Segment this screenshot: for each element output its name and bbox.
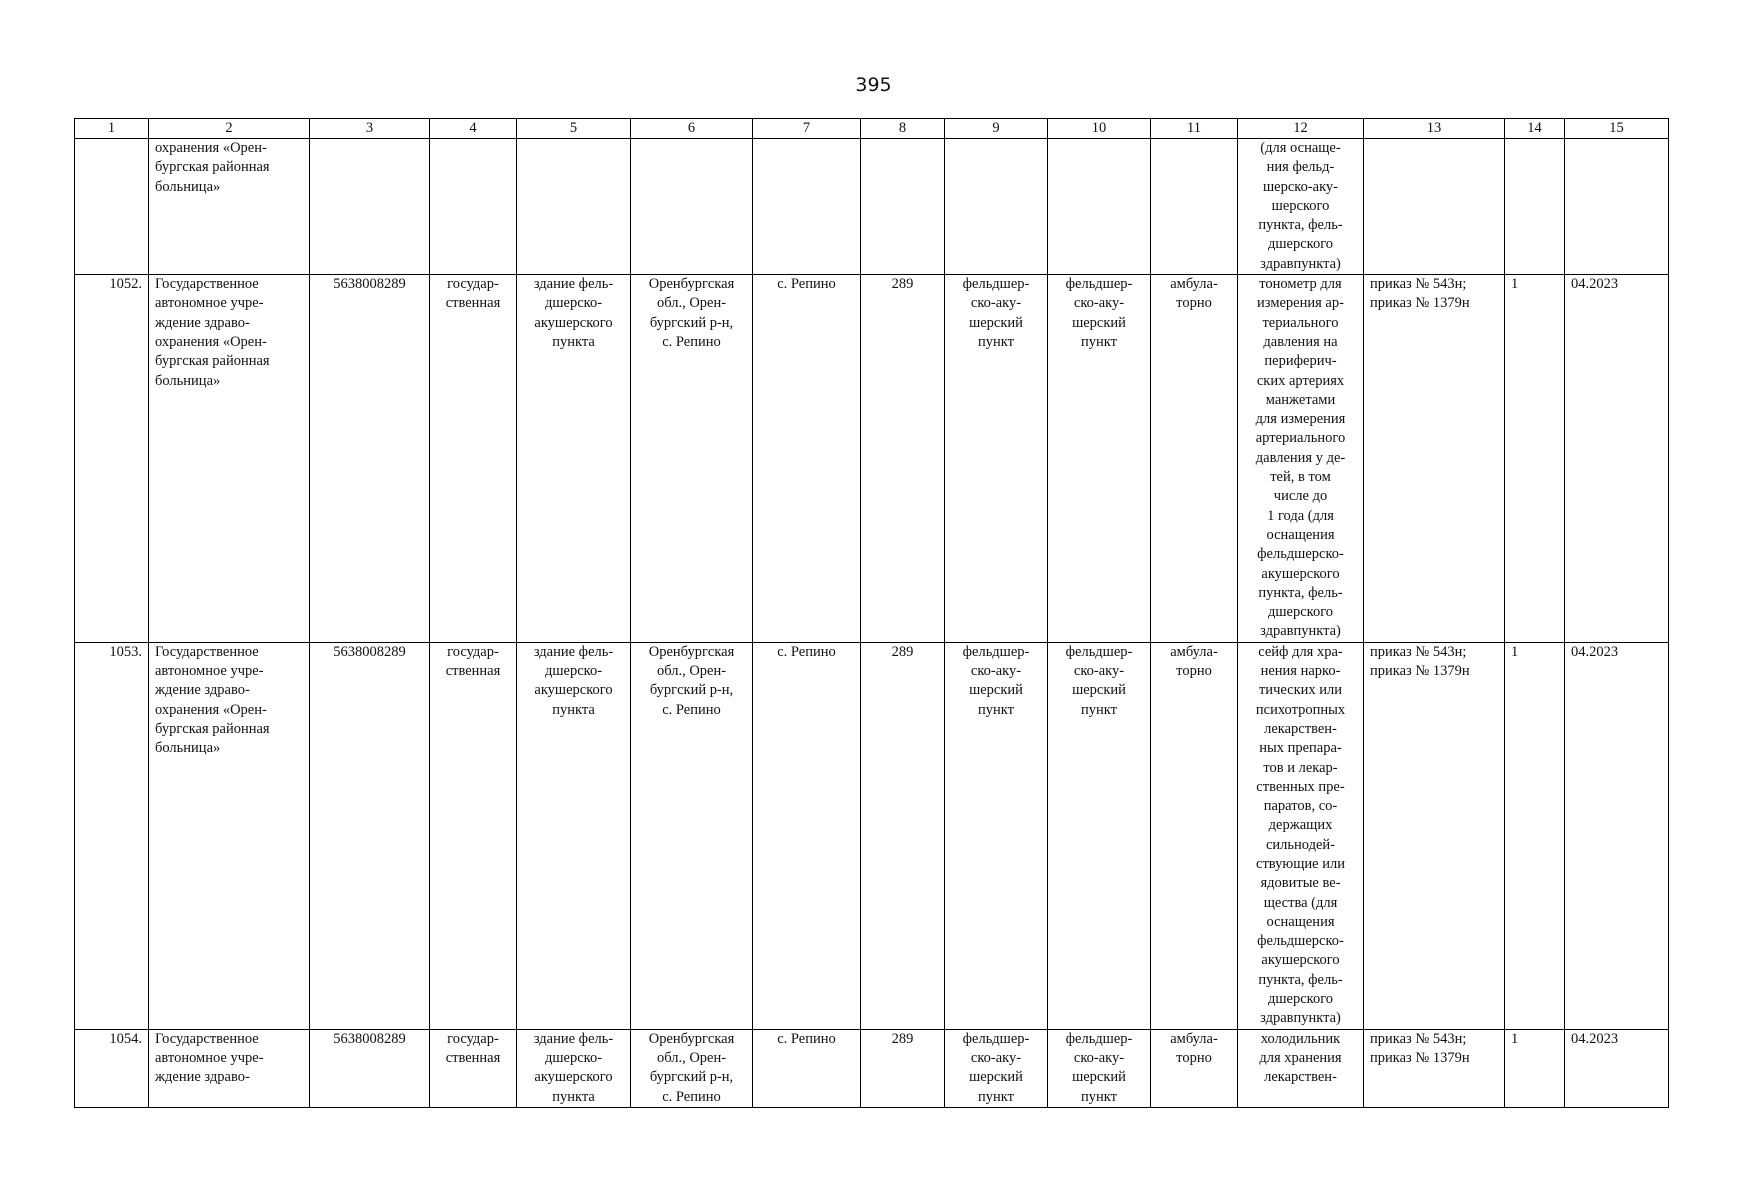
organization-name: охранения «Орен- бургская районная больница» bbox=[149, 139, 310, 275]
column-number-header-row bbox=[75, 119, 1669, 139]
building: здание фель- дшерско- акушерского пункта bbox=[517, 1029, 631, 1107]
column-header-4: 4 bbox=[430, 119, 517, 139]
orders: приказ № 543н; приказ № 1379н bbox=[1364, 275, 1505, 643]
settlement: с. Репино bbox=[753, 275, 861, 643]
care-conditions: амбула- торно bbox=[1151, 275, 1238, 643]
orders: приказ № 543н; приказ № 1379н bbox=[1364, 642, 1505, 1029]
equipment: холодильник для хранения лекарствен- bbox=[1238, 1029, 1364, 1107]
table-row bbox=[75, 1029, 1669, 1107]
unit-type: фельдшер- ско-аку- шерский пункт bbox=[1048, 642, 1151, 1029]
column-header-7: 7 bbox=[753, 119, 861, 139]
unit-name: фельдшер- ско-аку- шерский пункт bbox=[945, 1029, 1048, 1107]
column-header-11: 11 bbox=[1151, 119, 1238, 139]
inn bbox=[310, 139, 430, 275]
care-conditions bbox=[1151, 139, 1238, 275]
table-row bbox=[75, 139, 1669, 275]
building: здание фель- дшерско- акушерского пункта bbox=[517, 275, 631, 643]
quantity: 1 bbox=[1505, 275, 1565, 643]
registry-table bbox=[74, 118, 1669, 1108]
orders: приказ № 543н; приказ № 1379н bbox=[1364, 1029, 1505, 1107]
column-header-8: 8 bbox=[861, 119, 945, 139]
column-header-12: 12 bbox=[1238, 119, 1364, 139]
ownership-form: государ- ственная bbox=[430, 1029, 517, 1107]
date: 04.2023 bbox=[1565, 275, 1669, 643]
organization-name: Государственное автономное учре- ждение здраво- bbox=[149, 1029, 310, 1107]
column-header-6: 6 bbox=[631, 119, 753, 139]
unit-type: фельдшер- ско-аку- шерский пункт bbox=[1048, 1029, 1151, 1107]
address bbox=[631, 139, 753, 275]
column-header-2: 2 bbox=[149, 119, 310, 139]
settlement bbox=[753, 139, 861, 275]
date: 04.2023 bbox=[1565, 1029, 1669, 1107]
column-header-9: 9 bbox=[945, 119, 1048, 139]
unit-type bbox=[1048, 139, 1151, 275]
settlement: с. Репино bbox=[753, 1029, 861, 1107]
page-number: 395 bbox=[855, 74, 892, 96]
inn: 5638008289 bbox=[310, 1029, 430, 1107]
row-number: 1053. bbox=[75, 642, 149, 1029]
quantity: 1 bbox=[1505, 642, 1565, 1029]
care-conditions: амбула- торно bbox=[1151, 1029, 1238, 1107]
unit-type: фельдшер- ско-аку- шерский пункт bbox=[1048, 275, 1151, 643]
row-number: 1054. bbox=[75, 1029, 149, 1107]
building: здание фель- дшерско- акушерского пункта bbox=[517, 642, 631, 1029]
ownership-form: государ- ственная bbox=[430, 275, 517, 643]
settlement-code: 289 bbox=[861, 642, 945, 1029]
unit-name: фельдшер- ско-аку- шерский пункт bbox=[945, 642, 1048, 1029]
organization-name: Государственное автономное учре- ждение здраво- охранения «Орен- бургская районная больница» bbox=[149, 275, 310, 643]
address: Оренбургская обл., Орен- бургский р-н, с. Репино bbox=[631, 1029, 753, 1107]
equipment: тонометр для измерения ар- териального давления на периферич- ских артериях манжетами для измерения артериального давления у де- тей, в том числе до 1 года (для оснащения фельдшерско- акушерского пункта, фель- дшерского здравпункта) bbox=[1238, 275, 1364, 643]
table-row bbox=[75, 275, 1669, 643]
column-header-1: 1 bbox=[75, 119, 149, 139]
date: 04.2023 bbox=[1565, 642, 1669, 1029]
column-header-15: 15 bbox=[1565, 119, 1669, 139]
address: Оренбургская обл., Орен- бургский р-н, с. Репино bbox=[631, 642, 753, 1029]
equipment: сейф для хра- нения нарко- тических или психотропных лекарствен- ных препара- тов и лекар- ственных пре- паратов, со- держащих сильнодей- ствующие или ядовитые ве- щества (для оснащения фельдшерско- акушерского пункта, фель- дшерского здравпункта) bbox=[1238, 642, 1364, 1029]
address: Оренбургская обл., Орен- бургский р-н, с. Репино bbox=[631, 275, 753, 643]
orders bbox=[1364, 139, 1505, 275]
column-header-3: 3 bbox=[310, 119, 430, 139]
inn: 5638008289 bbox=[310, 275, 430, 643]
unit-name bbox=[945, 139, 1048, 275]
settlement-code bbox=[861, 139, 945, 275]
column-header-13: 13 bbox=[1364, 119, 1505, 139]
care-conditions: амбула- торно bbox=[1151, 642, 1238, 1029]
quantity: 1 bbox=[1505, 1029, 1565, 1107]
table-row bbox=[75, 642, 1669, 1029]
column-header-14: 14 bbox=[1505, 119, 1565, 139]
settlement-code: 289 bbox=[861, 1029, 945, 1107]
building bbox=[517, 139, 631, 275]
column-header-10: 10 bbox=[1048, 119, 1151, 139]
organization-name: Государственное автономное учре- ждение здраво- охранения «Орен- бургская районная больница» bbox=[149, 642, 310, 1029]
row-number: 1052. bbox=[75, 275, 149, 643]
quantity bbox=[1505, 139, 1565, 275]
row-number bbox=[75, 139, 149, 275]
ownership-form bbox=[430, 139, 517, 275]
column-header-5: 5 bbox=[517, 119, 631, 139]
equipment: (для оснаще- ния фельд- шерско-аку- шерского пункта, фель- дшерского здравпункта) bbox=[1238, 139, 1364, 275]
date bbox=[1565, 139, 1669, 275]
settlement-code: 289 bbox=[861, 275, 945, 643]
settlement: с. Репино bbox=[753, 642, 861, 1029]
ownership-form: государ- ственная bbox=[430, 642, 517, 1029]
unit-name: фельдшер- ско-аку- шерский пункт bbox=[945, 275, 1048, 643]
inn: 5638008289 bbox=[310, 642, 430, 1029]
